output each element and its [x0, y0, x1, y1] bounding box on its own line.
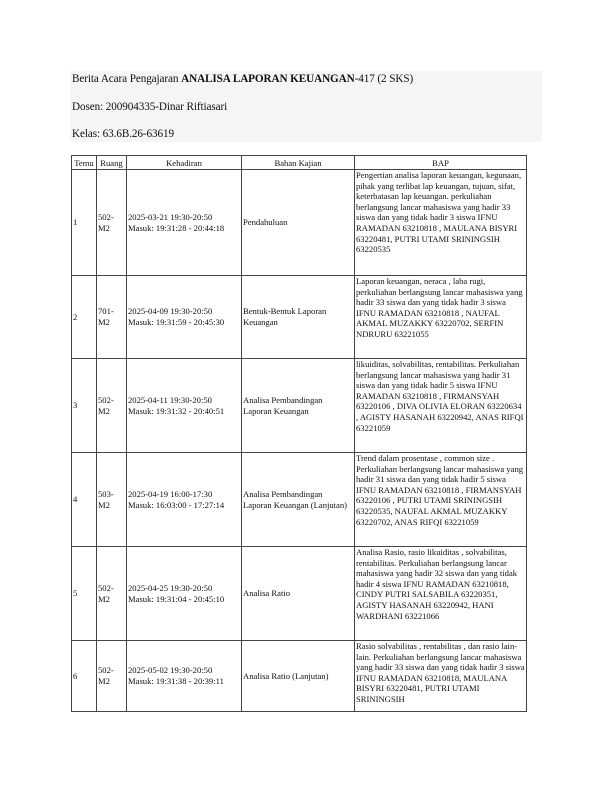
column-header-kehadiran: Kehadiran [127, 156, 242, 170]
bap-cell: likuiditas, solvabilitas, rentabilitas. Perkuliahan berlangsung lancar mahasiswa yang hadir 31 siswa dan yang tidak hadir 5 siswa IFNU RAMADAN 63210818 , FIRMANSYAH 63220106 , DIVA OLIVIA ELORAN 63220634 , AGISTY HASANAH 63220942, ANAS RIFQI 63221059 [355, 359, 527, 453]
table-header-row [72, 156, 527, 170]
kehadiran-cell [127, 359, 242, 453]
bahan-kajian-cell: Analisa Pembandingan Laporan Keuangan [242, 359, 355, 453]
ruang-cell: 502-M2 [97, 641, 127, 712]
temu-cell: 1 [72, 170, 97, 276]
ruang-cell: 502-M2 [97, 359, 127, 453]
schedule-time: 2025-03-21 19:30-20:50 [128, 211, 213, 222]
check-in-time: Masuk: 16:03:00 - 17:27:14 [128, 499, 225, 510]
course-name: ANALISA LAPORAN KEUANGAN [181, 73, 355, 85]
attendance-table [71, 155, 527, 712]
table-row [72, 359, 527, 453]
column-header-bap: BAP [355, 156, 527, 170]
check-in-time: Masuk: 19:31:32 - 20:40:51 [128, 405, 225, 416]
check-in-time: Masuk: 19:31:04 - 20:45:10 [128, 593, 225, 604]
title-suffix: -417 (2 SKS) [354, 73, 414, 85]
bahan-kajian-cell: Bentuk-Bentuk Laporan Keuangan [242, 276, 355, 359]
schedule-time: 2025-04-11 19:30-20:50 [128, 394, 212, 405]
table-row [72, 641, 527, 712]
bap-cell: Pengertian analisa laporan keuangan, kegunaan, pihak yang terlibat lap keuangan, tujuan, sifat, keterbatasan lap keuangan. perkuliahan berlangsung lancar mahasiswa yang hadir 33 siswa dan yang tidak hadir 3 siswa IFNU RAMADAN 63210818 , MAULANA BISYRI 63220481, PUTRI UTAMI SRININGSIH 63220535 [355, 170, 527, 276]
temu-cell: 2 [72, 276, 97, 359]
bahan-kajian-cell: Analisa Ratio [242, 547, 355, 641]
temu-cell: 6 [72, 641, 97, 712]
table-row [72, 453, 527, 547]
temu-cell: 5 [72, 547, 97, 641]
report-title [72, 73, 413, 85]
ruang-cell: 701-M2 [97, 276, 127, 359]
schedule-time: 2025-05-02 19:30-20:50 [128, 665, 213, 676]
check-in-time: Masuk: 19:31:28 - 20:44:18 [128, 222, 225, 233]
bap-cell: Laporan keuangan, neraca , laba rugi, perkuliahan berlangsung lancar mahasiswa yang hadir 33 siswa dan yang tidak hadir 3 siswa IFNU RAMADAN 63210818 , NAUFAL AKMAL MUZAKKY 63220702, SERFIN NDRURU 63221055 [355, 276, 527, 359]
kehadiran-cell [127, 453, 242, 547]
temu-cell: 3 [72, 359, 97, 453]
bahan-kajian-cell: Analisa Ratio (Lanjutan) [242, 641, 355, 712]
check-in-time: Masuk: 19:31:59 - 20:45:30 [128, 317, 225, 327]
kehadiran-cell [127, 641, 242, 712]
column-header-temu: Temu [72, 156, 97, 170]
schedule-time: 2025-04-09 19:30-20:50 [128, 306, 213, 317]
bap-cell: Rasio solvabilitas , rentabilitas , dan rasio lain- lain. Perkuliahan berlangsung lancar mahasiswa yang hadir 33 siswa dan yang tidak hadir 3 siswa IFNU RAMADAN 63210818, MAULANA BISYRI 63220481, PUTRI UTAMI SRININGSIH [355, 641, 527, 712]
column-header-ruang: Ruang [97, 156, 127, 170]
schedule-time: 2025-04-25 19:30-20:50 [128, 582, 213, 593]
bap-cell: Trend dalam prosentase , common size . Perkuliahan berlangsung lancar mahasiswa yang hadir 31 siswa dan yang tidak hadir 5 siswa IFNU RAMADAN 63210818 , FIRMANSYAH 63220106 , PUTRI UTAMI SRININGSIH 63220535, NAUFAL AKMAL MUZAKKY 63220702, ANAS RIFQI 63221059 [355, 453, 527, 547]
kehadiran-cell [127, 276, 242, 359]
check-in-time: Masuk: 19:31:38 - 20:39:11 [128, 676, 224, 686]
kehadiran-cell [127, 170, 242, 276]
column-header-bahan-kajian: Bahan Kajian [242, 156, 355, 170]
title-prefix: Berita Acara Pengajaran [72, 73, 182, 85]
class-line: Kelas: 63.6B.26-63619 [72, 128, 174, 140]
kehadiran-cell [127, 547, 242, 641]
lecturer-line: Dosen: 200904335-Dinar Riftiasari [72, 101, 228, 113]
temu-cell: 4 [72, 453, 97, 547]
bahan-kajian-cell: Pendahuluan [242, 170, 355, 276]
bap-cell: Analisa Rasio, rasio likuiditas , solvabilitas, rentabilitas. Perkuliahan berlangsung lancar mahasiswa yang hadir 32 siswa dan yang tidak hadir 4 siswa IFNU RAMADAN 63210818, CINDY PUTRI SALSABILA 63220351, AGISTY HASANAH 63220942, HANI WARDHANI 63221066 [355, 547, 527, 641]
ruang-cell: 503-M2 [97, 453, 127, 547]
ruang-cell: 502-M2 [97, 547, 127, 641]
document-header [70, 71, 542, 142]
table-row [72, 276, 527, 359]
table-row [72, 547, 527, 641]
ruang-cell: 502-M2 [97, 170, 127, 276]
schedule-time: 2025-04-19 16:00-17:30 [128, 488, 213, 499]
bahan-kajian-cell: Analisa Pembandingan Laporan Keuangan (Lanjutan) [242, 453, 355, 547]
table-row [72, 170, 527, 276]
